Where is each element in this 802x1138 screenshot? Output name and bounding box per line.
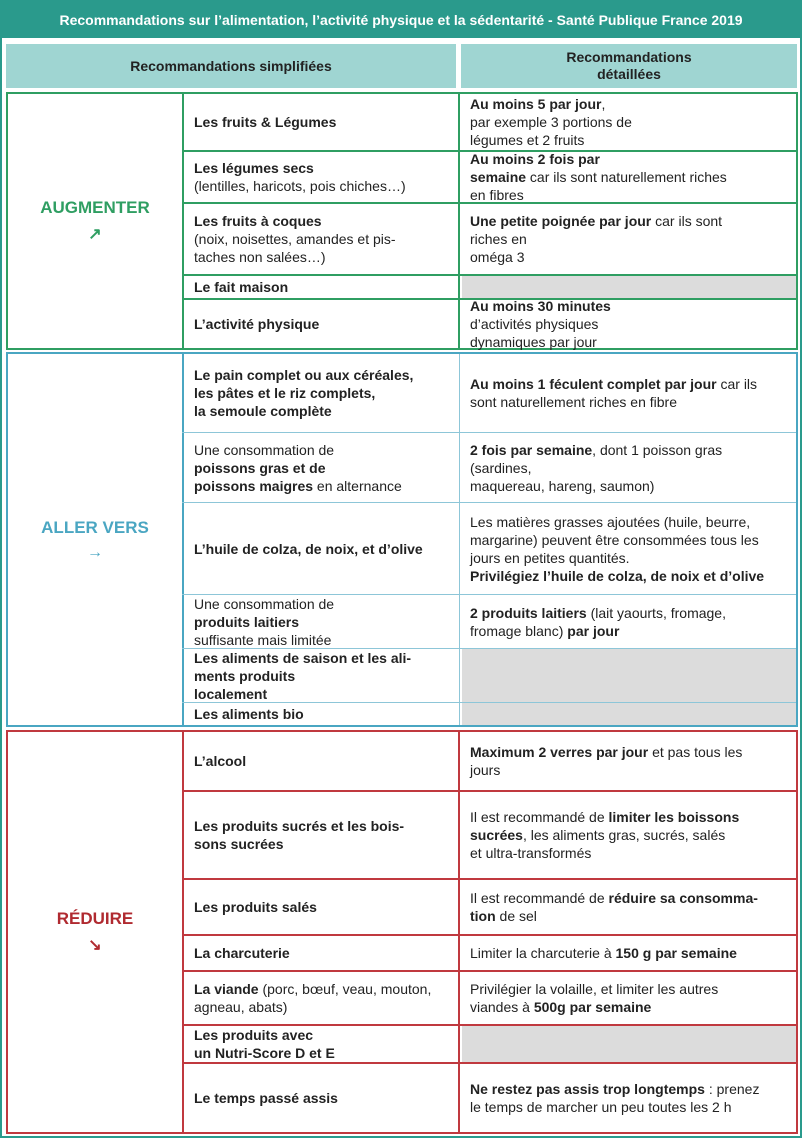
table-row bbox=[182, 790, 796, 878]
simplified-cell: Les légumes secs (lentilles, haricots, pois chiches…) bbox=[182, 152, 460, 202]
table-row bbox=[182, 702, 796, 725]
simplified-cell: Une consommation de poissons gras et de poissons maigres en alternance bbox=[182, 433, 460, 502]
table-row bbox=[182, 94, 796, 150]
simplified-cell: Le pain complet ou aux céréales, les pâtes et le riz complets, la semoule complète bbox=[182, 354, 460, 432]
category-reduire bbox=[8, 732, 182, 1132]
detailed-cell: Au moins 5 par jour, par exemple 3 portions de légumes et 2 fruits bbox=[470, 96, 632, 148]
detailed-cell-empty bbox=[462, 1026, 796, 1062]
simplified-cell: Les produits sucrés et les bois- sons sucrées bbox=[182, 792, 460, 878]
simplified-cell: Les aliments de saison et les ali- ments produits localement bbox=[182, 649, 460, 702]
header-simplified-label: Recommandations simplifiées bbox=[130, 57, 332, 74]
table-row bbox=[182, 970, 796, 1024]
header-detailed bbox=[461, 44, 797, 88]
table-row bbox=[182, 274, 796, 298]
detailed-cell: Limiter la charcuterie à 150 g par semaine bbox=[470, 945, 737, 961]
detailed-cell: Il est recommandé de réduire sa consomma- tion de sel bbox=[470, 890, 758, 924]
detailed-cell-empty bbox=[462, 649, 796, 702]
page-title: Recommandations sur l’alimentation, l’activité physique et la sédentarité - Santé Publique France 2019 bbox=[2, 2, 800, 38]
category-label: ALLER VERS bbox=[41, 517, 149, 537]
detailed-cell: Privilégier la volaille, et limiter les autres viandes à 500g par semaine bbox=[470, 981, 719, 1015]
detailed-cell: Les matières grasses ajoutées (huile, beurre, margarine) peuvent être consommées tous les jours en petites quantités. Privilégiez l’huile de colza, de noix et d’olive bbox=[470, 513, 765, 584]
simplified-cell: Les produits avec un Nutri-Score D et E bbox=[182, 1026, 460, 1062]
detailed-cell-empty bbox=[462, 276, 796, 298]
table-row bbox=[182, 732, 796, 790]
simplified-cell: Les fruits & Légumes bbox=[182, 94, 460, 150]
category-aller-vers bbox=[8, 354, 182, 725]
simplified-cell: Les produits salés bbox=[182, 880, 460, 934]
header-detailed-label: Recommandations détaillées bbox=[566, 49, 692, 82]
detailed-cell: Il est recommandé de limiter les boissons sucrées, les aliments gras, sucrés, salés et ultra-transformés bbox=[470, 809, 740, 861]
section-aller-vers bbox=[6, 352, 798, 727]
simplified-cell: Les fruits à coques (noix, noisettes, amandes et pis- taches non salées…) bbox=[182, 204, 460, 274]
section-reduire bbox=[6, 730, 798, 1134]
arrow-up-right-icon: ↗ bbox=[88, 226, 102, 243]
table-row bbox=[182, 502, 796, 594]
simplified-cell: Le fait maison bbox=[182, 276, 460, 298]
detailed-cell: 2 fois par semaine, dont 1 poisson gras (sardines, maquereau, hareng, saumon) bbox=[470, 441, 723, 494]
header-simplified bbox=[6, 44, 456, 88]
table-row bbox=[182, 878, 796, 934]
simplified-cell: L’huile de colza, de noix, et d’olive bbox=[182, 503, 460, 594]
simplified-cell: Les aliments bio bbox=[182, 703, 460, 725]
arrow-down-right-icon: ↘ bbox=[88, 937, 102, 954]
detailed-cell: Au moins 1 féculent complet par jour car ils sont naturellement riches en fibre bbox=[470, 376, 758, 410]
table-row bbox=[182, 298, 796, 348]
detailed-cell-empty bbox=[462, 703, 796, 725]
arrow-right-icon: → bbox=[87, 543, 103, 561]
table-row bbox=[182, 1062, 796, 1132]
table-row bbox=[182, 354, 796, 432]
category-label: AUGMENTER bbox=[40, 198, 150, 217]
section-augmenter bbox=[6, 92, 798, 350]
table-row bbox=[182, 1024, 796, 1062]
simplified-cell: La charcuterie bbox=[182, 936, 460, 970]
category-augmenter bbox=[8, 94, 182, 348]
detailed-cell: Maximum 2 verres par jour et pas tous les jours bbox=[470, 744, 743, 778]
category-label: RÉDUIRE bbox=[56, 909, 134, 928]
simplified-cell: L’activité physique bbox=[182, 300, 460, 348]
table-row bbox=[182, 432, 796, 502]
table-row bbox=[182, 202, 796, 274]
table-row bbox=[182, 594, 796, 648]
simplified-cell: La viande (porc, bœuf, veau, mouton, agneau, abats) bbox=[182, 972, 460, 1024]
detailed-cell: Une petite poignée par jour car ils sont riches en oméga 3 bbox=[470, 213, 723, 265]
simplified-cell: Le temps passé assis bbox=[182, 1064, 460, 1132]
detailed-cell: 2 produits laitiers (lait yaourts, fromage, fromage blanc) par jour bbox=[470, 604, 726, 639]
table-row bbox=[182, 648, 796, 702]
table-row bbox=[182, 150, 796, 202]
simplified-cell: L’alcool bbox=[182, 732, 460, 790]
simplified-cell: Une consommation de produits laitiers suffisante mais limitée bbox=[182, 595, 460, 648]
table-row bbox=[182, 934, 796, 970]
detailed-cell: Au moins 30 minutes d’activités physiques dynamiques par jour bbox=[470, 298, 611, 350]
detailed-cell: Ne restez pas assis trop longtemps : prenez le temps de marcher un peu toutes les 2 h bbox=[470, 1081, 760, 1115]
detailed-cell: Au moins 2 fois par semaine car ils sont naturellement riches en fibres bbox=[470, 151, 727, 203]
